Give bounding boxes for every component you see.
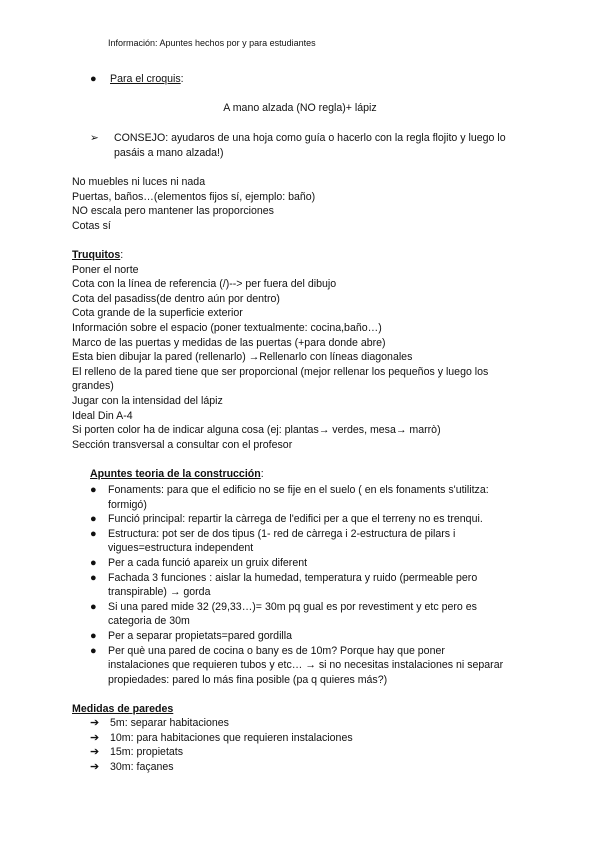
list-item: [90, 629, 530, 644]
item-line: Fonaments: para que el edificio no se fije en el suelo ( en els fonaments s'utilitza:: [108, 484, 489, 496]
list-item: [90, 644, 530, 688]
truquito-line: Poner el norte: [72, 263, 139, 276]
list-item: [90, 556, 530, 571]
list-item: [90, 745, 353, 760]
arrow-right-icon: ➔: [90, 760, 100, 773]
medidas-list: [90, 716, 353, 774]
item-line: Estructura: pot ser de dos tipus (1- red de càrrega i 2-estructura de pilars i: [108, 527, 456, 540]
truquito-line: Cota del pasadiss(de dentro aún por dentro): [72, 292, 280, 305]
medidas-title: Medidas de paredes: [72, 703, 174, 715]
croquis-colon: :: [180, 73, 184, 85]
page-header: Información: Apuntes hechos por y para estudiantes: [108, 38, 316, 48]
apuntes-list: [90, 483, 530, 687]
bullet-icon: ●: [90, 629, 97, 642]
truquito-line: Si porten color ha de indicar alguna cosa (ej: plantas→ verdes, mesa→ marrò): [72, 424, 441, 437]
note-line: NO escala pero mantener las proporciones: [72, 205, 274, 218]
consejo-block: [90, 131, 506, 160]
apuntes-title: Apuntes teoria de la construcción: [90, 468, 261, 480]
item-line: vigues=estructura independent: [108, 542, 254, 555]
apuntes-heading: [90, 467, 264, 482]
bullet-icon: ●: [90, 600, 97, 613]
bullet-icon: ●: [90, 527, 97, 540]
item-line: Fachada 3 funciones : aislar la humedad, temperatura y ruido (permeable pero: [108, 571, 478, 584]
bullet-icon: ●: [90, 484, 97, 496]
truquitos-section: [72, 248, 542, 452]
item-line: 30m: façanes: [110, 760, 174, 773]
item-line: 5m: separar habitaciones: [110, 717, 229, 729]
croquis-title: Para el croquis: [110, 73, 181, 85]
item-line: categoria de 30m: [108, 615, 190, 628]
croquis-notes: [72, 175, 542, 233]
truquitos-heading: [72, 248, 542, 263]
arrowhead-icon: ➢: [90, 132, 99, 144]
arrow-right-icon: ➔: [90, 717, 100, 729]
truquito-line: Jugar con la intensidad del lápiz: [72, 394, 223, 407]
truquito-line: Marco de las puertas y medidas de las puertas (+para donde abre): [72, 336, 386, 349]
truquito-line: Cota grande de la superficie exterior: [72, 307, 243, 320]
medidas-heading: [72, 702, 173, 717]
item-line: Funció principal: repartir la càrrega de l'edifici per a que el terreny no es trenqui.: [108, 513, 483, 526]
bullet-icon: ●: [90, 644, 97, 657]
croquis-center-text: A mano alzada (NO regla)+ lápiz: [223, 102, 377, 114]
truquito-line: grandes): [72, 380, 114, 393]
truquito-line: Esta bien dibujar la pared (rellenarlo) →Rellenarlo con líneas diagonales: [72, 351, 413, 364]
arrow-right-icon: ➔: [90, 746, 100, 759]
bullet-icon: ●: [90, 571, 97, 584]
item-line: Si una pared mide 32 (29,33…)= 30m pq gual es por revestiment y etc pero es: [108, 600, 477, 613]
bullet-icon: ●: [90, 513, 97, 526]
item-line: instalaciones que requieren tubos y etc… → si no necesitas instalaciones ni separar: [108, 659, 504, 672]
list-item: [90, 716, 353, 731]
truquito-line: Sección transversal a consultar con el profesor: [72, 438, 293, 451]
bullet-icon: ●: [90, 556, 97, 569]
truquitos-colon: :: [120, 249, 124, 261]
list-item: [90, 760, 353, 775]
item-line: Per què una pared de cocina o bany es de 10m? Porque hay que poner: [108, 644, 445, 657]
list-item: [90, 600, 530, 629]
list-item: [90, 483, 530, 512]
list-item: [90, 731, 353, 746]
item-line: 15m: propietats: [110, 746, 184, 759]
list-item: [90, 512, 530, 527]
truquitos-title: Truquitos: [72, 249, 121, 261]
note-line: Puertas, baños…(elementos fijos sí, ejemplo: baño): [72, 190, 316, 203]
consejo-line-1: CONSEJO: ayudaros de una hoja como guía o hacerlo con la regla flojito y luego lo: [114, 132, 506, 144]
bullet-icon: ●: [90, 73, 97, 85]
truquito-line: El relleno de la pared tiene que ser proporcional (mejor rellenar los pequeños y luego los: [72, 365, 489, 378]
item-line: transpirable) → gorda: [108, 586, 211, 599]
arrow-right-icon: ➔: [90, 731, 100, 744]
truquito-line: Ideal Din A-4: [72, 409, 133, 422]
note-line: Cotas sí: [72, 219, 111, 232]
item-line: Per a cada funció apareix un gruix diferent: [108, 556, 308, 569]
note-line: No muebles ni luces ni nada: [72, 176, 206, 188]
truquito-line: Cota con la línea de referencia (/)--> per fuera del dibujo: [72, 278, 337, 291]
item-line: Per a separar propietats=pared gordilla: [108, 629, 293, 642]
list-item: [90, 527, 530, 556]
croquis-heading: [90, 72, 184, 87]
item-line: propiedades: pared lo más fina posible (pa q quieres más?): [108, 673, 388, 686]
truquito-line: Información sobre el espacio (poner textualmente: cocina,baño…): [72, 321, 382, 334]
item-line: 10m: para habitaciones que requieren instalaciones: [110, 731, 353, 744]
consejo-line-2: pasáis a mano alzada!): [114, 146, 224, 159]
list-item: [90, 571, 530, 600]
apuntes-colon: :: [260, 468, 264, 480]
item-line: formigó): [108, 498, 147, 511]
